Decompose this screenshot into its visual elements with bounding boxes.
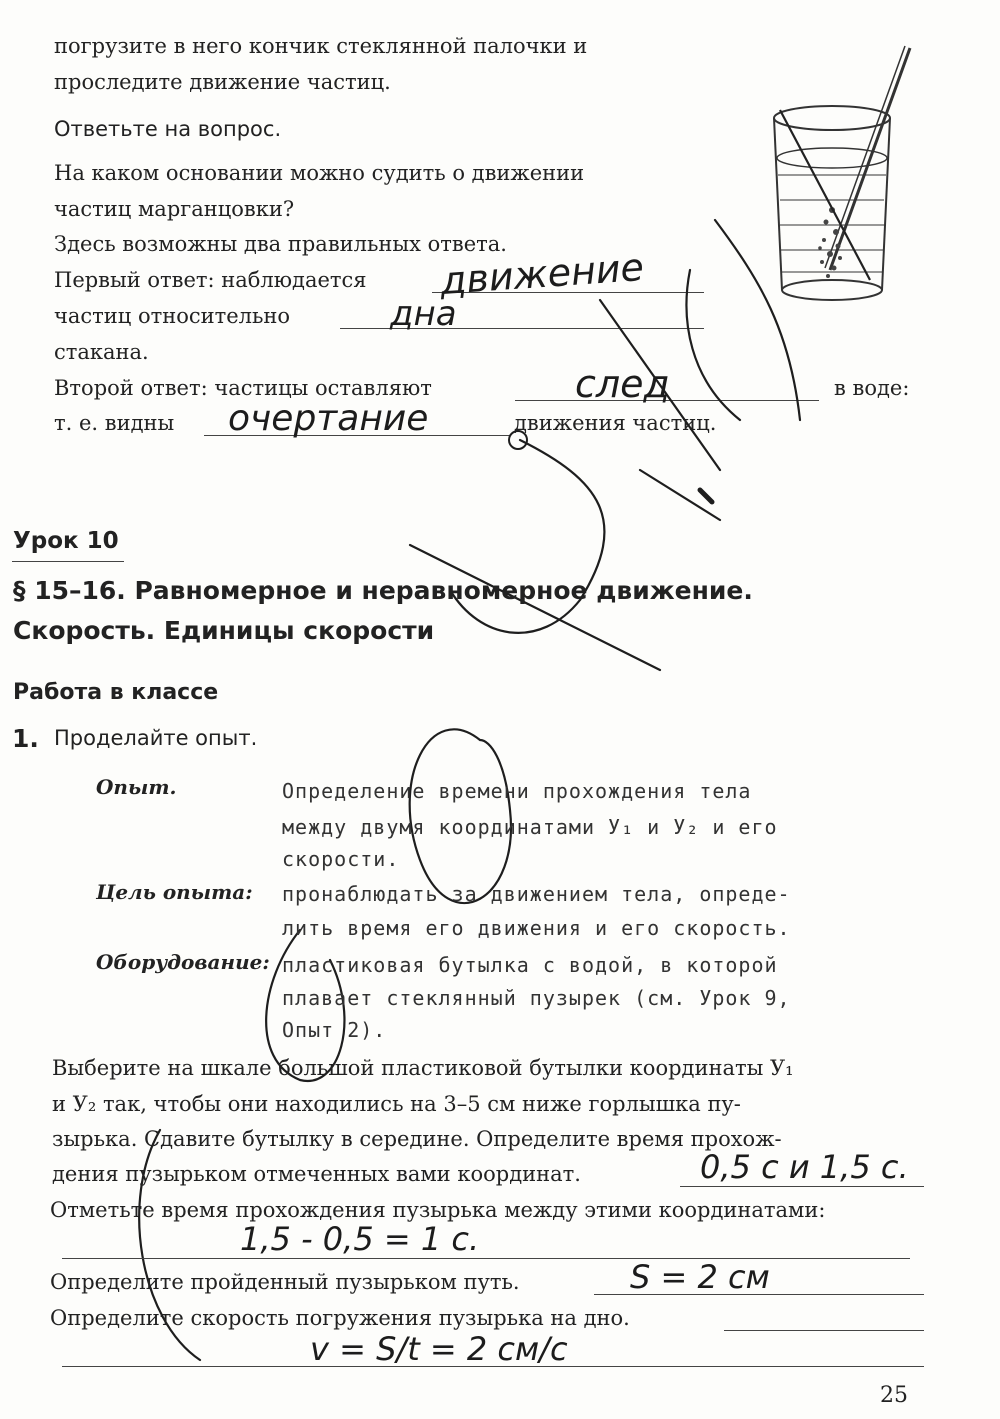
- equipment-label: Оборудование:: [96, 950, 270, 974]
- handwritten-difference: 1,5 - 0,5 = 1 с.: [240, 1220, 480, 1258]
- second-answer-line-2-suffix: движения частиц.: [514, 411, 717, 435]
- handwritten-answer-3: след: [575, 362, 670, 406]
- handwritten-answer-2: дна: [390, 294, 457, 334]
- handwritten-answer-4: очертание: [228, 398, 429, 439]
- intro-line-1-text: погрузите в него кончик стеклянной палочки и: [54, 34, 588, 58]
- lesson-label-underline: [12, 561, 124, 562]
- difference-blank: [62, 1258, 910, 1259]
- class-work-heading: Работа в классе: [13, 680, 219, 705]
- lesson-label: Урок 10: [13, 528, 119, 554]
- intro-line-2: проследите движение частиц.: [54, 70, 391, 94]
- two-answers-note: Здесь возможны два правильных ответа.: [54, 232, 507, 256]
- task-instruction: Проделайте опыт.: [54, 726, 258, 750]
- equipment-line-1: пластиковая бутылка с водой, в которой: [282, 953, 778, 977]
- question-line-1: На каком основании можно судить о движении: [54, 161, 585, 185]
- equipment-line-2: плавает стеклянный пузырек (см. Урок 9,: [282, 986, 791, 1010]
- procedure-line-7: Определите скорость погружения пузырька на дно.: [50, 1306, 630, 1330]
- procedure-line-4: дения пузырьком отмеченных вами координат.: [52, 1162, 581, 1186]
- procedure-line-3: зырька. Сдавите бутылку в середине. Определите время прохож-: [52, 1127, 782, 1151]
- equipment-line-3: Опыт 2).: [282, 1018, 387, 1042]
- page-number: 25: [880, 1383, 908, 1408]
- second-answer-suffix: в воде:: [834, 376, 910, 400]
- experiment-line-3: скорости.: [282, 847, 400, 871]
- handwritten-speed: v = S/t = 2 см/с: [310, 1330, 568, 1368]
- goal-line-2: лить время его движения и его скорость.: [282, 916, 791, 940]
- handwritten-answer-1: движение: [438, 244, 646, 304]
- first-answer-prefix: Первый ответ: наблюдается: [54, 268, 367, 292]
- procedure-line-1: Выберите на шкале большой пластиковой бутылки координаты У₁: [52, 1056, 794, 1080]
- speed-blank-1: [724, 1330, 924, 1331]
- task-number: 1.: [12, 724, 39, 753]
- experiment-line-1: Определение времени прохождения тела: [282, 779, 752, 803]
- procedure-line-5: Отметьте время прохождения пузырька между этими координатами:: [50, 1198, 826, 1222]
- question-line-2: частиц марганцовки?: [54, 197, 295, 221]
- first-answer-line-3: стакана.: [54, 340, 149, 364]
- experiment-label: Опыт.: [96, 775, 177, 799]
- lesson-title-line-1: § 15–16. Равномерное и неравномерное движение.: [13, 576, 753, 605]
- goal-label: Цель опыта:: [96, 880, 253, 904]
- answer-prompt: Ответьте на вопрос.: [54, 117, 282, 141]
- handwritten-path: S = 2 см: [630, 1258, 770, 1296]
- procedure-line-6: Определите пройденный пузырьком путь.: [50, 1270, 520, 1294]
- second-answer-line-2-prefix: т. е. видны: [54, 411, 175, 435]
- margin-scrawl-text: [560, 540, 565, 541]
- first-answer-line-2: частиц относительно: [54, 304, 291, 328]
- times-blank: [680, 1186, 924, 1187]
- second-answer-prefix: Второй ответ: частицы оставляют: [54, 376, 432, 400]
- experiment-line-2: между двумя координатами У₁ и У₂ и его: [282, 815, 778, 839]
- goal-line-1: пронаблюдать за движением тела, опреде-: [282, 882, 791, 906]
- procedure-line-2: и У₂ так, чтобы они находились на 3–5 см ниже горлышка пу-: [52, 1092, 741, 1116]
- handwritten-times: 0,5 с и 1,5 с.: [700, 1148, 909, 1186]
- lesson-title-line-2: Скорость. Единицы скорости: [13, 616, 435, 645]
